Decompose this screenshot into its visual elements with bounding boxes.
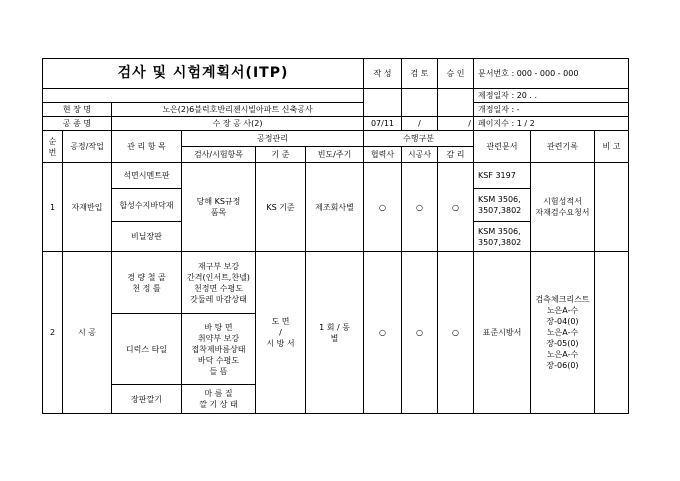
row1-item-1: 석면시멘트판 <box>112 163 182 189</box>
approval-author: 작 성 <box>364 59 402 89</box>
site-label: 현 장 명 <box>43 103 112 117</box>
itp-table <box>42 58 629 414</box>
approval-slash-2: / <box>438 117 474 131</box>
row1-freq: 제조회사별 <box>306 163 364 252</box>
row2-remarks <box>595 252 629 414</box>
row1-supervisor: ○ <box>438 163 474 252</box>
header-process: 공정/작업 <box>63 131 112 163</box>
header-qc-group: 공정관리 <box>182 131 364 147</box>
row1-doc-2: KSM 3506, 3507,3802 <box>474 189 531 222</box>
document-title: 검사 및 시험계획서(ITP) <box>43 59 364 89</box>
header-perf-group: 수행구분 <box>364 131 474 147</box>
row2-insp-3: 마 름 질 깔 기 상 태 <box>182 385 256 414</box>
row2-supervisor: ○ <box>438 252 474 414</box>
header-seq: 순번 <box>43 131 63 163</box>
row2-freq: 1 회 / 동 별 <box>306 252 364 414</box>
doc-number: 문서번호 : 000 - 000 - 000 <box>474 59 629 89</box>
row2-docs: 표준시방서 <box>474 252 531 414</box>
approval-reviewer: 검 토 <box>402 59 438 89</box>
header-item: 관 리 항 목 <box>112 131 182 163</box>
header-supervisor: 감 리 <box>438 147 474 163</box>
approval-slash-1: / <box>402 117 438 131</box>
site-value: 노은(2)6블럭호반리젠시빌아파트 신축공사 <box>112 103 364 117</box>
page-count: 페이지수 : 1 / 2 <box>474 117 629 131</box>
row1-doc-3: KSM 3506, 3507,3802 <box>474 222 531 252</box>
row2-item-2: 디럭스 타일 <box>112 314 182 385</box>
header-contractor: 시공사 <box>402 147 438 163</box>
row2-sub: ○ <box>364 252 402 414</box>
row1-remarks <box>595 163 629 252</box>
row2-criteria: 도 면 / 시 방 서 <box>256 252 306 414</box>
row1-contractor: ○ <box>402 163 438 252</box>
header-freq: 빈도/주기 <box>306 147 364 163</box>
header-docs: 관련문서 <box>474 131 531 163</box>
row1-records: 시험성적서 자재검수요청서 <box>531 163 595 252</box>
row2-records: 검측체크리스트 노은A-수장-04(0) 노은A-수장-05(0) 노은A-수장-06(0) <box>531 252 595 414</box>
created-date: 제정일자 : 20 . . <box>474 89 629 103</box>
row1-insp: 당해 KS규정 품목 <box>182 163 256 252</box>
work-label: 공 종 명 <box>43 117 112 131</box>
row2-insp-2: 바 탕 면 취약부 보강 접착제바름상태 바닥 수평도 들 뜸 <box>182 314 256 385</box>
row2-item-3: 장판깔기 <box>112 385 182 414</box>
row1-doc-1: KSF 3197 <box>474 163 531 189</box>
header-insp: 검사/시험항목 <box>182 147 256 163</box>
revised-date: 개정일자 : - <box>474 103 629 117</box>
row2-item-1: 경 량 철 골 천 정 틀 <box>112 252 182 314</box>
row1-criteria: KS 기준 <box>256 163 306 252</box>
approval-date: 07/11 <box>364 117 402 131</box>
header-records: 관련기록 <box>531 131 595 163</box>
row1-sub: ○ <box>364 163 402 252</box>
row1-item-3: 비닐장판 <box>112 222 182 252</box>
work-value: 수 장 공 사(2) <box>112 117 364 131</box>
header-criteria: 기 준 <box>256 147 306 163</box>
header-remarks: 비 고 <box>595 131 629 163</box>
row1-process: 자재반입 <box>63 163 112 252</box>
approval-approver: 승 인 <box>438 59 474 89</box>
row1-item-2: 합성수지바닥재 <box>112 189 182 222</box>
header-sub: 협력사 <box>364 147 402 163</box>
row2-contractor: ○ <box>402 252 438 414</box>
row1-seq: 1 <box>43 163 63 252</box>
row2-process: 시 공 <box>63 252 112 414</box>
row2-seq: 2 <box>43 252 63 414</box>
row2-insp-1: 재구부 보강 간격(인서트,찬넬) 천정면 수평도 갓둘레 마감상태 <box>182 252 256 314</box>
